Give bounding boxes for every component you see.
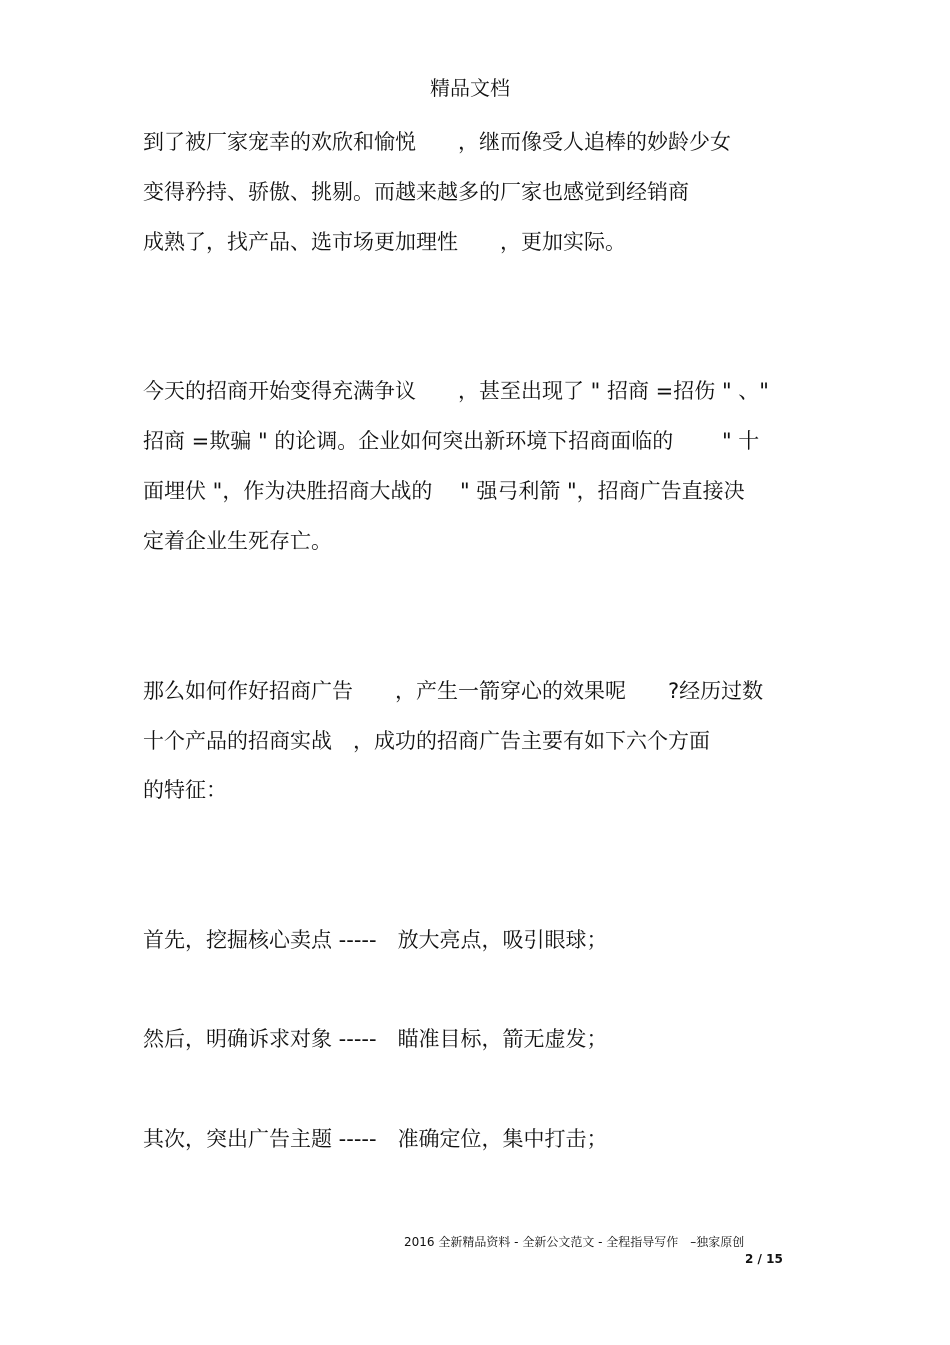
- text-line-2: 变得矜持、骄傲、挑剔。而越来越多的厂家也感觉到经销商: [143, 180, 689, 204]
- text-line-7: 定着企业生死存亡。: [143, 529, 332, 553]
- text-line-3: 成熟了，找产品、选市场更加理性 ，更加实际。: [143, 230, 626, 254]
- text-line-12: 然后，明确诉求对象 ----- 瞄准目标，箭无虚发；: [143, 1027, 608, 1051]
- text-line-6: 面埋伏 "，作为决胜招商大战的 " 强弓利箭 "，招商广告直接决: [143, 479, 745, 503]
- text-line-11: 首先，挖掘核心卖点 ----- 放大亮点，吸引眼球；: [143, 928, 608, 952]
- page-footer: 2016 全新精品资料 - 全新公文范文 - 全程指导写作 –独家原创: [404, 1235, 745, 1249]
- text-line-8: 那么如何作好招商广告 ，产生一箭穿心的效果呢 ?经历过数: [143, 679, 764, 703]
- page-header: 精品文档: [430, 76, 510, 100]
- text-line-10: 的特征：: [143, 778, 227, 802]
- page-number: 2 / 15: [745, 1252, 783, 1266]
- text-line-13: 其次，突出广告主题 ----- 准确定位，集中打击；: [143, 1127, 608, 1151]
- text-line-9: 十个产品的招商实战 ，成功的招商广告主要有如下六个方面: [143, 729, 710, 753]
- text-line-5: 招商 =欺骗 " 的论调。企业如何突出新环境下招商面临的 " 十: [143, 429, 760, 453]
- text-line-1: 到了被厂家宠幸的欢欣和愉悦 ，继而像受人追棒的妙龄少女: [143, 130, 731, 154]
- text-line-4: 今天的招商开始变得充满争议 ，甚至出现了 " 招商 =招伤 " 、": [143, 379, 769, 403]
